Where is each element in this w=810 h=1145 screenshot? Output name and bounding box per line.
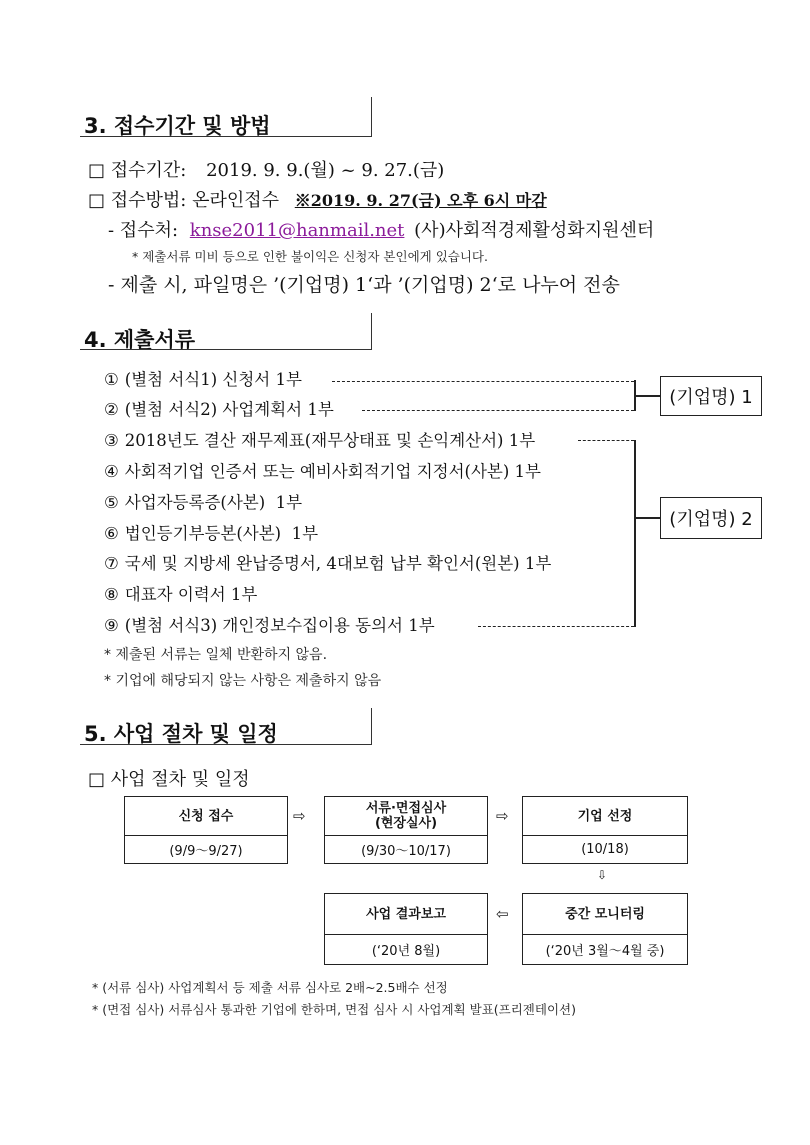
period-value: 2019. 9. 9.(월) ~ 9. 27.(금) — [206, 160, 445, 181]
document-item — [104, 520, 318, 544]
document-item-number: ⑥ — [104, 524, 119, 543]
recipient-row — [108, 216, 654, 242]
document-item-text: 대표자 이력서 1부 — [124, 585, 258, 604]
step-subtitle: (현장실사) — [374, 816, 438, 831]
step-date: (9/30～10/17) — [361, 844, 451, 859]
document-item-text: (별첨 서식3) 개인정보수집이용 동의서 1부 — [124, 616, 435, 635]
document-item-number: ② — [104, 400, 119, 419]
step-date: (9/9～9/27) — [169, 844, 243, 859]
document-item — [104, 489, 302, 513]
section3-underline — [80, 136, 372, 137]
document-item-text: 법인등기부등본(사본) 1부 — [124, 524, 319, 543]
document-item-number: ① — [104, 370, 119, 389]
method-label: □ 접수방법: 온라인접수 — [88, 190, 280, 211]
section4-note-1: * 제출된 서류는 일체 반환하지 않음. — [104, 647, 328, 663]
document-item — [104, 427, 535, 451]
recipient-label: - 접수처: — [108, 220, 179, 241]
document-item-text: 2018년도 결산 재무제표(재무상태표 및 손익계산서) 1부 — [124, 431, 536, 450]
period-row — [88, 156, 444, 182]
recipient-email-link[interactable]: knse2011@hanmail.net — [189, 220, 405, 241]
period-label: □ 접수기간: — [88, 160, 187, 181]
connector-item9 — [478, 626, 634, 627]
section4-side-line — [371, 313, 372, 349]
document-item-number: ⑧ — [104, 585, 119, 604]
step-title: 서류·면접심사 — [365, 801, 447, 816]
section4-title: 4. 제출서류 — [84, 328, 196, 352]
document-item-number: ⑤ — [104, 493, 119, 512]
group1-label-box: (기업명) 1 — [660, 376, 762, 416]
bracket-group1-stem — [634, 395, 660, 397]
document-item-text: (별첨 서식1) 신청서 1부 — [124, 370, 302, 389]
step-date: (10/18) — [581, 842, 629, 857]
section5-note-2: * (면접 심사) 서류심사 통과한 기업에 한하며, 면접 심사 시 사업계획 발표(프리젠테이션) — [92, 1002, 576, 1017]
section5-side-line — [371, 708, 372, 744]
right-arrow-icon: ⇨ — [496, 807, 509, 825]
section5-title: 5. 사업 절차 및 일정 — [84, 722, 278, 746]
down-arrow-icon: ⇩ — [597, 868, 608, 882]
filename-rule: - 제출 시, 파일명은 ’(기업명) 1‘과 ’(기업명) 2‘로 나누어 전송 — [108, 274, 620, 296]
document-item-text: 사업자등록증(사본) 1부 — [124, 493, 303, 512]
section3-side-line — [371, 97, 372, 136]
document-item — [104, 458, 541, 482]
recipient-org: (사)사회적경제활성화지원센터 — [414, 220, 655, 241]
left-arrow-icon: ⇦ — [496, 905, 509, 923]
bracket-group2 — [634, 440, 636, 627]
document-item — [104, 550, 551, 574]
document-item — [104, 612, 435, 636]
document-item-text: 국세 및 지방세 완납증명서, 4대보험 납부 확인서(원본) 1부 — [124, 554, 552, 573]
step-title: 신청 접수 — [178, 808, 234, 824]
group2-label-box: (기업명) 2 — [660, 497, 762, 539]
connector-item2 — [362, 410, 634, 411]
method-row — [88, 186, 547, 212]
section3-title: 3. 접수기간 및 방법 — [84, 114, 271, 138]
step-date: (‘20년 3월～4월 중) — [545, 944, 665, 959]
section5-subtitle: □ 사업 절차 및 일정 — [88, 769, 250, 790]
step-selection — [522, 796, 688, 864]
step-report — [324, 893, 488, 965]
method-deadline: ※2019. 9. 27(금) 오후 6시 마감 — [294, 191, 547, 210]
document-item-text: 사회적기업 인증서 또는 예비사회적기업 지정서(사본) 1부 — [124, 462, 541, 481]
document-item-text: (별첨 서식2) 사업계획서 1부 — [124, 400, 334, 419]
document-item-number: ⑦ — [104, 554, 119, 573]
section5-underline — [80, 744, 372, 745]
document-item-number: ③ — [104, 431, 119, 450]
document-item-number: ⑨ — [104, 616, 119, 635]
document-item — [104, 366, 302, 390]
document-item — [104, 396, 334, 420]
step-application — [124, 796, 288, 864]
step-title: 사업 결과보고 — [366, 906, 446, 922]
bracket-group2-stem — [634, 517, 660, 519]
document-item-number: ④ — [104, 462, 119, 481]
step-date: (‘20년 8월) — [371, 944, 441, 959]
section5-note-1: * (서류 심사) 사업계획서 등 제출 서류 심사로 2배~2.5배수 선정 — [92, 980, 448, 995]
step-title: 중간 모니터링 — [565, 906, 645, 922]
step-review — [324, 796, 488, 864]
step-title: 기업 선정 — [577, 808, 633, 824]
document-item — [104, 581, 257, 605]
connector-item3 — [578, 440, 634, 441]
connector-item1 — [332, 381, 634, 382]
step-monitoring — [522, 893, 688, 965]
section4-underline — [80, 349, 372, 350]
right-arrow-icon: ⇨ — [293, 807, 306, 825]
section4-note-2: * 기업에 해당되지 않는 사항은 제출하지 않음 — [104, 673, 382, 689]
recipient-note: * 제출서류 미비 등으로 인한 불이익은 신청자 본인에게 있습니다. — [132, 249, 488, 264]
